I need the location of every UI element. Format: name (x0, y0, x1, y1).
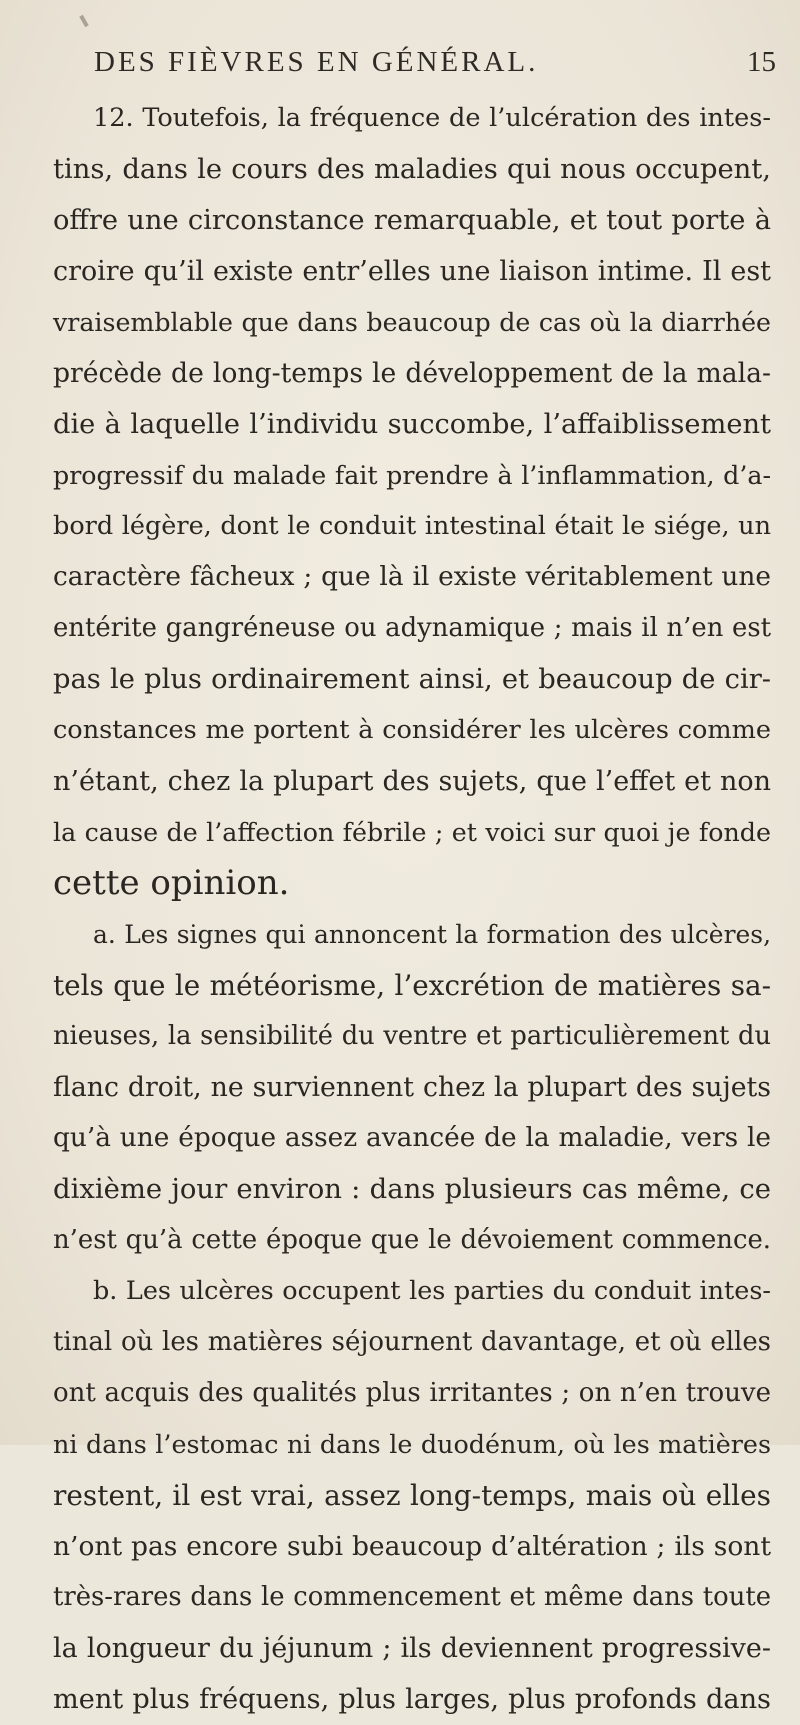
text-line: constances me portent à considérer les ulcères comme (53, 715, 771, 745)
text-line: die à laquelle l’individu succombe, l’affaiblissement (53, 409, 771, 440)
text-line: la cause de l’affection fébrile ; et voici sur quoi je fonde (53, 817, 771, 847)
text-line: caractère fâcheux ; que là il existe véritablement une (53, 562, 771, 592)
text-line: ni dans l’estomac ni dans le duodénum, où les matières (53, 1429, 771, 1459)
text-line: précède de long-temps le développement de la mala- (53, 358, 771, 389)
ink-smudge (79, 15, 88, 27)
text-line: offre une circonstance remarquable, et tout porte à (53, 205, 771, 236)
text-line: très-rares dans le commencement et même dans toute (53, 1582, 771, 1612)
text-line: cette opinion. (53, 863, 290, 903)
text-line: ment plus fréquens, plus larges, plus profonds dans (53, 1684, 771, 1715)
text-line: tinal où les matières séjournent davantage, et où elles (53, 1327, 771, 1357)
text-line: nieuses, la sensibilité du ventre et particulièrement du (53, 1021, 771, 1051)
text-line: croire qu’il existe entr’elles une liaison intime. Il est (53, 256, 771, 287)
text-line: entérite gangréneuse ou adynamique ; mais il n’en est (53, 613, 771, 643)
running-head (94, 46, 776, 86)
page-number: 15 (747, 46, 776, 78)
text-line: dixième jour environ : dans plusieurs cas même, ce (53, 1174, 771, 1205)
text-line: flanc droit, ne surviennent chez la plupart des sujets (53, 1072, 771, 1103)
text-line: tins, dans le cours des maladies qui nous occupent, (53, 154, 771, 185)
text-line: la longueur du jéjunum ; ils deviennent progressive- (53, 1633, 771, 1664)
text-line: a. Les signes qui annoncent la formation des ulcères, (93, 920, 771, 949)
text-line: n’ont pas encore subi beaucoup d’altération ; ils sont (53, 1531, 771, 1562)
text-line: qu’à une époque assez avancée de la maladie, vers le (53, 1123, 771, 1153)
text-line: b. Les ulcères occupent les parties du conduit intes- (93, 1276, 771, 1306)
text-line: vraisemblable que dans beaucoup de cas où la diarrhée (53, 308, 771, 337)
text-line: restent, il est vrai, assez long-temps, mais où elles (53, 1479, 771, 1512)
text-line: tels que le météorisme, l’excrétion de matières sa- (53, 969, 771, 1002)
body-text (53, 93, 771, 1725)
text-line: pas le plus ordinairement ainsi, et beaucoup de cir- (53, 664, 771, 695)
text-line: n’est qu’à cette époque que le dévoiement commence. (53, 1225, 771, 1255)
text-line: ont acquis des qualités plus irritantes ; on n’en trouve (53, 1378, 771, 1408)
text-line: n’étant, chez la plupart des sujets, que l’effet et non (53, 766, 771, 797)
text-line: progressif du malade fait prendre à l’inflammation, d’a- (53, 461, 771, 490)
text-line: bord légère, dont le conduit intestinal était le siége, un (53, 511, 771, 541)
text-line: 12. Toutefois, la fréquence de l’ulcération des intes- (93, 103, 771, 133)
chapter-title: DES FIÈVRES EN GÉNÉRAL. (94, 46, 539, 78)
